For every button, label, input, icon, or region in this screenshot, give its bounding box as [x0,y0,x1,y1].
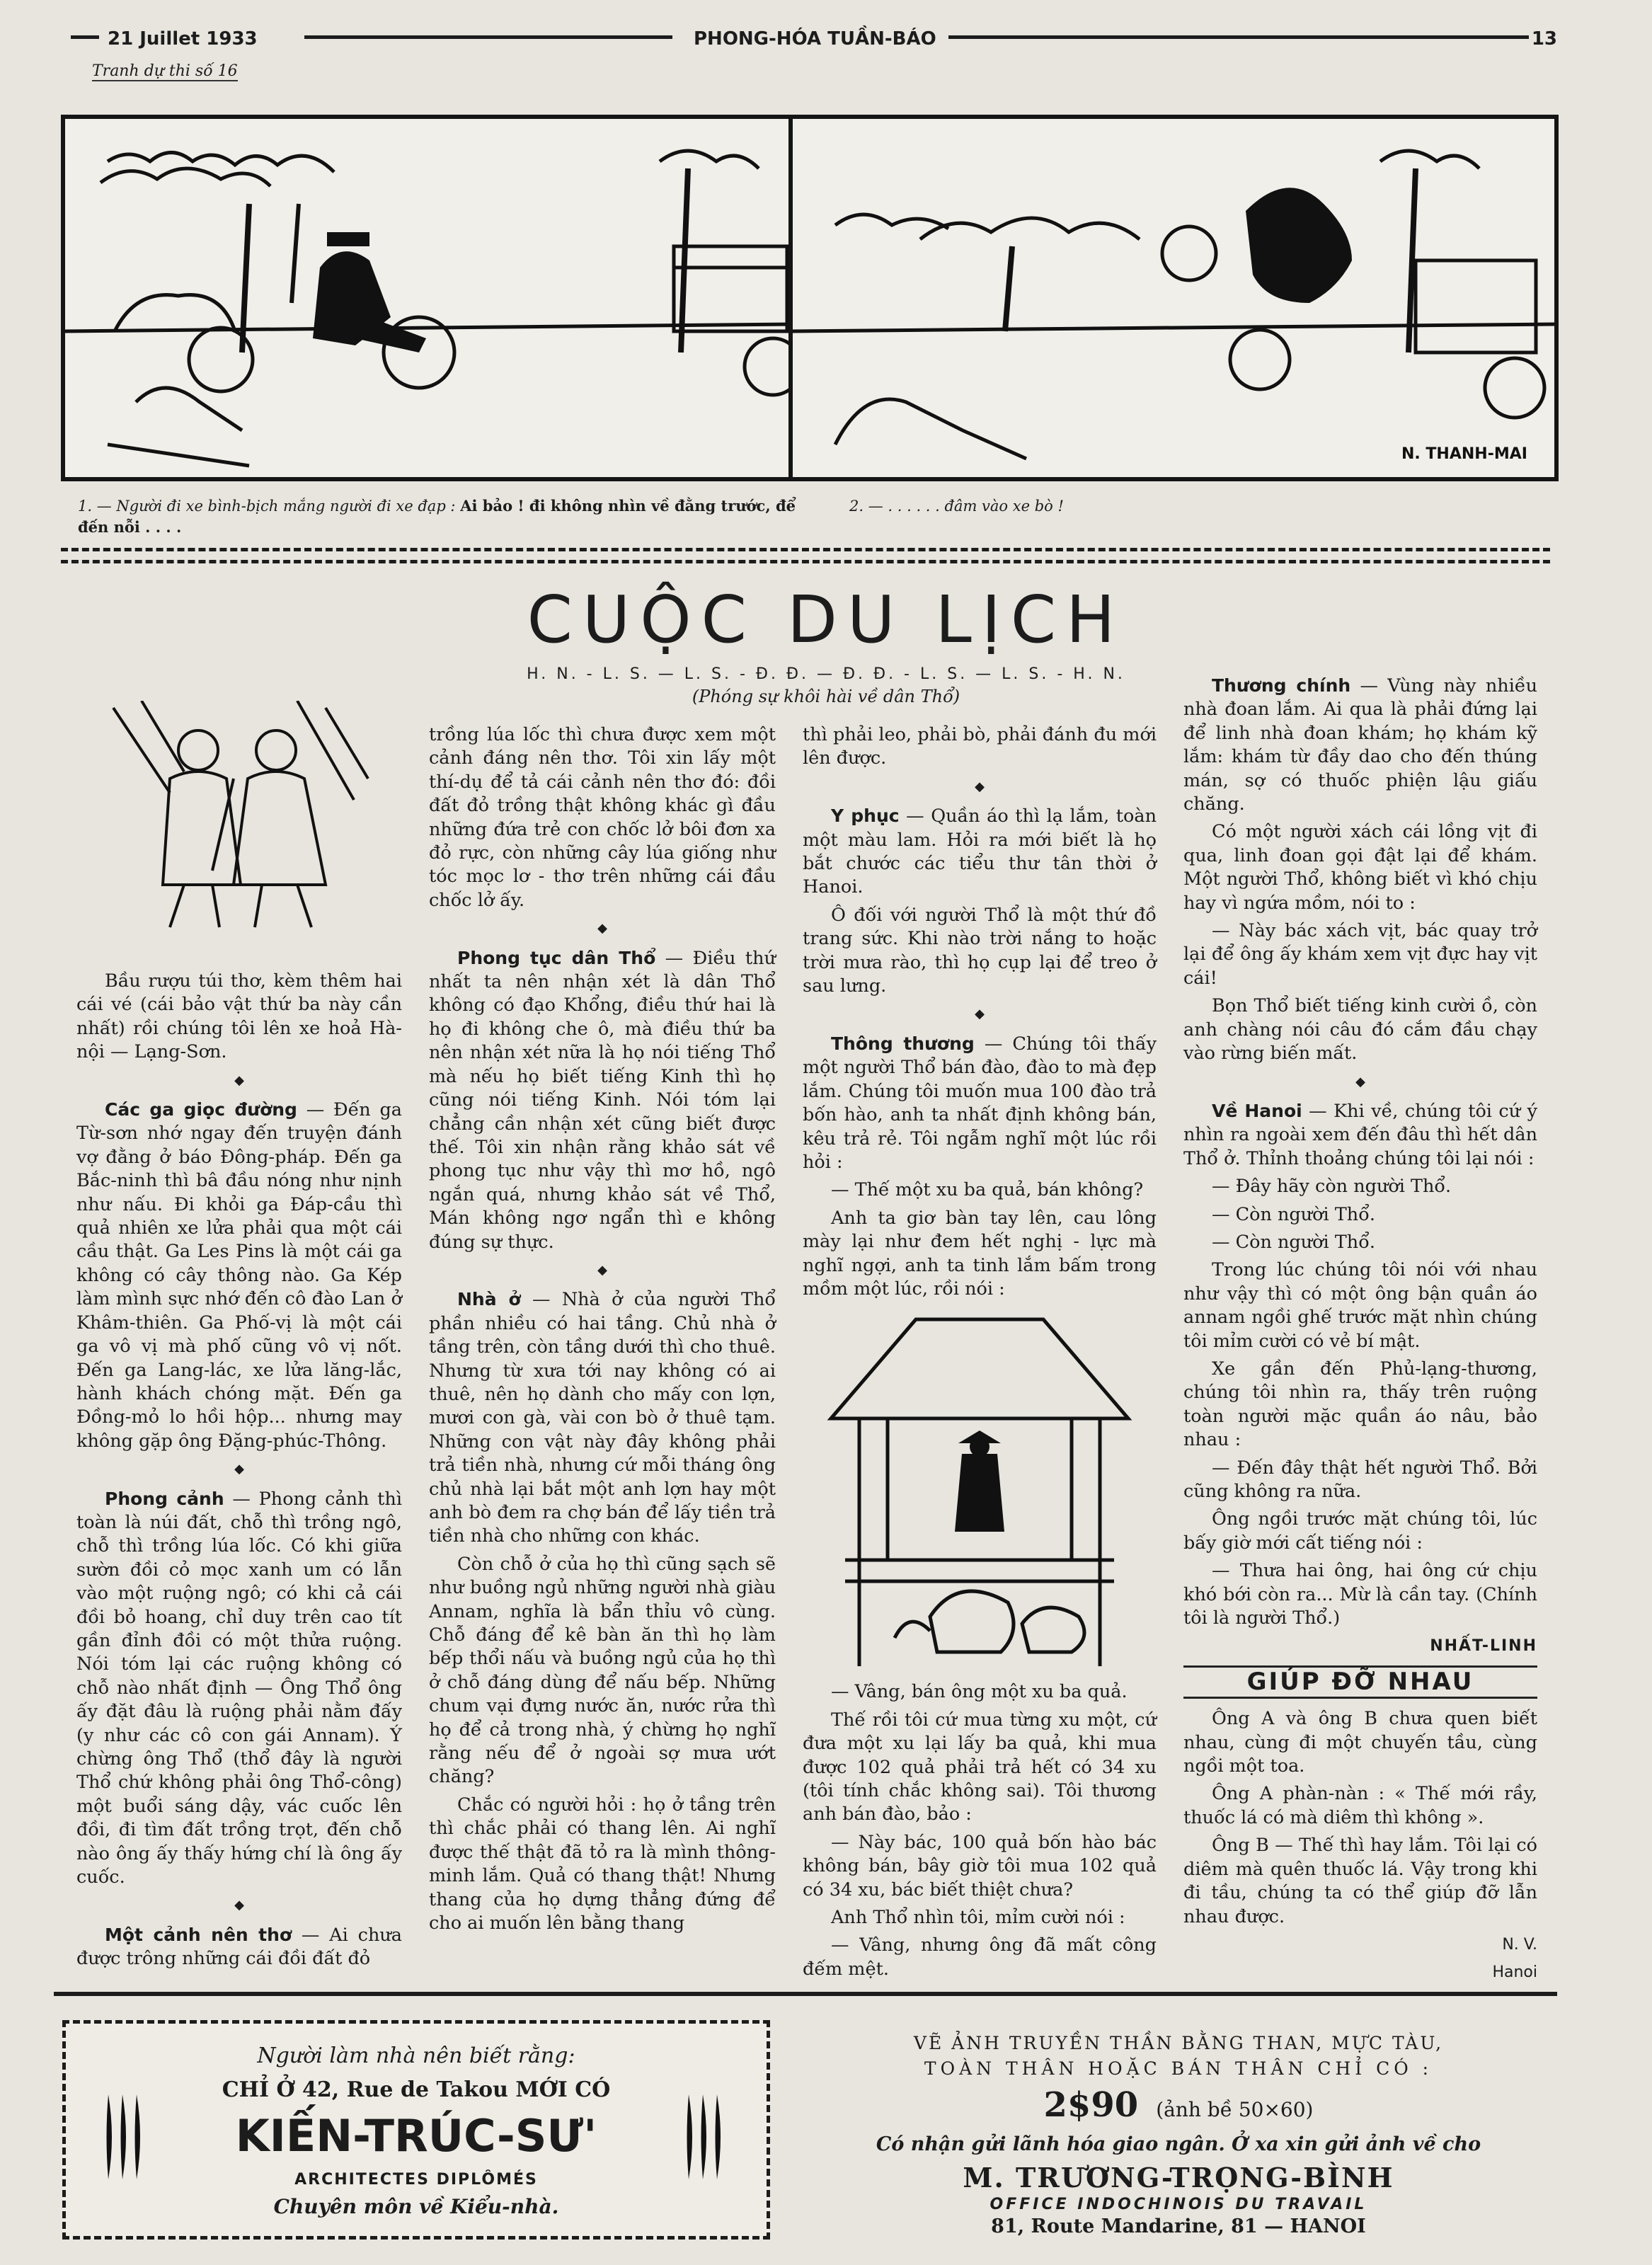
paragraph-ve-hanoi [1183,1099,1537,1171]
text-nha-o: — Nhà ở của người Thổ phần nhiều có hai tầng. Chủ nhà ở tầng trên, còn tầng dưới thì cho thuê. Nhưng từ xưa tới nay không có ai thuê, nên họ dành cho mấy con lợn, mươi con gà, vài con bò ở thuê tạm. Những con vật này đây không phải trả tiền nhà, nhưng cứ mỗi tháng ông chủ nhà lại bắt một anh lợn hay một anh bò đem ra chợ bán để lấy tiền trả tiền nhà cho những con khác. [429,1289,776,1547]
paragraph-ong-ngoi-truoc: Ông ngồi trước mặt chúng tôi, lúc bấy giờ mới cất tiếng nói : [1183,1508,1537,1554]
text-mot-canh-nen-tho: — Ai chưa được trông những cái đồi đất đỏ [76,1924,402,1970]
paragraph-gio-tay: Anh ta giơ bàn tay lên, cau lông mày lại như đem hết nghị - lực mà nghĩ ngợi, anh ta tinh lắm bấm trong mồm một lúc, rồi nói : [803,1207,1157,1300]
ad-right-line5: 81, Route Mandarine, 81 — HANOI [991,2215,1366,2237]
ad-left-line3: ARCHITECTES DIPLÔMÉS [294,2171,538,2189]
heading-ga-giuoc-duong: Các ga giọc đường [105,1099,297,1120]
paragraph-anh-tho: Anh Thổ nhìn tôi, mỉm cười nói : [831,1907,1125,1928]
paragraph-phong-tuc [429,946,776,1254]
comic-caption-1-text: 1. — Người đi xe bình-bịch mắng người đi xe đạp : [78,498,456,515]
section-separator: ◆ [975,779,985,794]
comic-artist-signature: N. THANH-MAI [1401,445,1527,463]
paragraph-mot-canh-nen-tho [76,1923,402,1971]
rain-walkers-drawing [85,701,382,934]
paragraph-thang: Chắc có người hỏi : họ ở tầng trên thì chắc phải có thang lên. Ai nghĩ được thế thật đã tỏ ra là mình thông-minh lắm. Quả có thang thật! Nhưng thang của họ dựng thẳng đứng để cho ai muốn lên bằng thang [429,1794,776,1934]
section-divider [61,548,1550,563]
section-separator: ◆ [234,1898,244,1913]
page-header [71,25,1557,54]
dialog-line: — Vâng, nhưng ông đã mất công đếm mệt. [803,1934,1157,1980]
giup-do-nhau-p3: Ông B — Thế thì hay lắm. Tôi lại có diêm mà quên thuốc lá. Vậy trong khi đi tầu, chúng ta có thể giúp đỡ lẫn nhau được. [1183,1835,1537,1927]
ad-kien-truc-su [62,2020,770,2240]
text-thong-thuong: — Chúng tôi thấy một người Thổ bán đào, đào to mà đẹp lắm. Chúng tôi muốn mua 100 đào trả bốn hào, anh ta nhất định không bán, kêu trả rẻ. Tôi ngẫm nghĩ một lúc rồi hỏi : [803,1033,1157,1173]
section-separator: ◆ [975,1007,985,1022]
comic-caption-2: 2. — . . . . . . đâm vào xe bò ! [849,498,1064,515]
heading-ve-hanoi: Về Hanoi [1212,1100,1302,1121]
dialog-line: — Thưa hai ông, hai ông cứ chịu khó bới còn ra... Mừ là cần tay. (Chính tôi là người Thổ.) [1183,1560,1537,1629]
heading-mot-canh-nen-tho: Một cảnh nên thơ [105,1924,292,1945]
dialog-line: — Này bác xách vịt, bác quay trở lại để ông ấy khám xem vịt đực hay vịt cái! [1183,920,1537,989]
ad-right-line1: VẼ ẢNH TRUYỀN THẦN BẰNG THAN, MỰC TÀU, [913,2033,1444,2053]
ad-left-line2: CHỈ Ở 42, Rue de Takou MỚI CÓ [222,2077,611,2102]
article-column-3 [803,723,1157,1985]
text-phong-canh: — Phong cảnh thì toàn là núi đất, chỗ thì trồng ngô, chỗ thì trồng lúa lốc. Có khi giữa sườn đồi cỏ mọc xanh um có lẫn vào một ruộng ngô; có khi cả cái đồi bỏ hoang, chỉ duy trên cao tít gần đỉnh đồi có một thửa ruộng. Nói tóm lại các ruộng không có chỗ nào nhất định — Ông Thổ ông ấy đặt đâu là ruộng phải nằm đấy (y như các cô con gái Annam). Ý chừng ông Thổ (thổ đây là người Thổ chứ không phải ông Thổ-công) một buổi sáng dậy, vác cuốc lên đồi, đi tìm đất trồng trọt, đến chỗ nào ông ấy thấy hứng chí là ông ấy cuốc. [76,1488,402,1888]
section-separator: ◆ [597,921,607,936]
ad-truong-trong-binh [807,2020,1550,2237]
ad-right-line4: OFFICE INDOCHINOIS DU TRAVAIL [990,2196,1367,2213]
heading-y-phuc: Y phục [831,805,900,827]
article-column-1 [76,970,402,1976]
paragraph-nha-o [429,1288,776,1548]
heading-thuong-chinh: Thương chính [1212,675,1351,696]
heading-phong-tuc: Phong tục dân Thổ [457,947,656,968]
dialog-line: — Thế một xu ba quả, bán không? [831,1179,1144,1201]
stilt-house-drawing [803,1305,1157,1680]
article-subtitle: (Phóng sự khôi hài về dân Thổ) [692,687,960,706]
header-date: 21 Juillet 1933 [108,28,258,50]
article-signature: NHẤT-LINH [1430,1637,1537,1656]
comic-caption-1 [78,495,814,538]
header-paper-name: PHONG-HÓA TUẦN-BÁO [694,28,936,50]
paragraph-cho-o: Còn chỗ ở của họ thì cũng sạch sẽ như buồng ngủ những người nhà giàu Annam, nghĩa là bẩn thỉu vô cùng. Chỗ đáng để kê bàn ăn thì họ làm bếp thổi nấu và buồng ngủ của họ thì ở chỗ đáng dùng để nấu bếp. Những chum vại đựng nước ăn, nước rửa thì họ để cả trong nhà, ý chừng họ nghĩ rằng nếu để ở ngoài sợ mưa ướt chăng? [429,1553,776,1788]
heading-thong-thuong: Thông thương [831,1033,975,1054]
heading-phong-canh: Phong cảnh [105,1488,224,1509]
comic-panel-1 [61,115,798,481]
dialog-line: — Đến đây thật hết người Thổ. Bởi cũng không ra nữa. [1183,1457,1537,1502]
paragraph-continued: trồng lúa lốc thì chưa được xem một cảnh đáng nên thơ. Tôi xin lấy một thí-dụ để tả cái cảnh nên thơ đó: đồi đất đỏ trồng thật không khác gì đầu những đứa trẻ con chốc lở bôi đơn xa đỏ rực, còn những cây lúa giống như tóc mọc lơ - thơ trên những cái đầu chốc lở ấy. [429,724,776,911]
header-rule-left-short [71,35,99,39]
ad-right-price-row [807,2085,1550,2125]
text-ve-hanoi: — Khi về, chúng tôi cứ ý nhìn ra ngoài xem đến đâu thì hết dân Thổ ở. Thỉnh thoảng chúng tôi lại nói : [1183,1100,1538,1169]
paragraph-cuoi: Bọn Thổ biết tiếng kinh cười ồ, còn anh chàng nói câu đó cắm đầu chạy vào rừng biến mất. [1183,995,1537,1065]
comic-series-label: Tranh dự thi số 16 [92,62,238,80]
ad-left-name: KIẾN-TRÚC-SƯ' [235,2110,597,2162]
article-column-4 [1183,674,1537,1989]
paragraph-ong-ban-quan-ao: Trong lúc chúng tôi nói với nhau như vậy thì có một ông bận quần áo annam ngồi ghế trước mặt nhìn chúng tôi mỉm cười có vẻ bí mật. [1183,1259,1537,1352]
paragraph-thong-thuong [803,1032,1157,1174]
paragraph-thuong-chinh [1183,674,1537,816]
paragraph-phu-lang-thuong: Xe gần đến Phủ-lạng-thương, chúng tôi nhìn ra, thấy trên ruộng toàn người mặc quần áo nâu, bảo nhau : [1183,1358,1537,1451]
giup-do-nhau-signature: N. V. [1502,1935,1537,1954]
illustration-rain-walkers [85,701,382,934]
text-y-phuc: — Quần áo thì lạ lắm, toàn một màu lam. Hỏi ra mới biết là họ bắt chước các tiểu thư tân thời ở Hanoi. [803,805,1157,898]
section-separator: ◆ [597,1262,607,1278]
ad-right-line2: TOÀN THÂN HOẶC BÁN THÂN CHỈ CÓ : [924,2058,1433,2079]
dialog-line: — Còn người Thổ. [1212,1231,1375,1253]
text-thuong-chinh: — Vùng này nhiều nhà đoan lắm. Ai qua là phải đứng lại để linh nhà đoan khám; họ khám kỹ lắm: khám từ đầy dao cho đến thúng mán, sợ có thuốc phiện lậu giấu chăng. [1183,675,1537,815]
text-phong-tuc: — Điều thứ nhất ta nên nhận xét là dân Thổ không có đạo Khổng, điều thứ hai là họ đi không che ô, mà điều thứ ba nên nhận xét nữa là họ nói tiếng Thổ mà nếu họ biết tiếng Kinh thì họ cũng nói tiếng Kinh. Nói tóm lại chẳng cần nhận xét cũng biết được thế. Tôi xin nhận rằng khảo sát về phong tục như vậy thì mơ hồ, ngô ngắn quá, nhưng khảo sát về Thổ, Mán không ngơ ngẩn thì e không đúng sự thực. [429,947,776,1253]
header-rule-left [304,35,672,39]
ad-right-price-note: (ảnh bề 50×60) [1156,2098,1314,2121]
section-separator: ◆ [1355,1074,1365,1089]
text-ga-giuoc-duong: — Đến ga Từ-sơn nhớ ngay đến truyện đánh vợ đằng ở báo Đông-pháp. Đến ga Bắc-ninh thì bâ đầu nóng như nịnh như nấu. Đi khỏi ga Đáp-cầu thì quả nhiên xe lửa phải qua một cái cầu thật. Ga Les Pins là một cái ga không có cây thông nào. Ga Kép làm mình sực nhớ đến cô đào Lan ở Khâm-thiên. Ga Phố-vị là một cái ga vô vị mà phố cũng vô vị nốt. Đến ga Lang-lác, xe lửa lăng-lắc, hành khách chóng mặt. Đến ga Đồng-mỏ lo hồi hộp... nhưng may không gặp ông Đặng-phúc-Thông. [76,1099,402,1452]
paragraph-phong-canh [76,1487,402,1890]
ad-right-price: 2$90 [1043,2085,1139,2125]
giup-do-nhau-p1: Ông A và ông B chưa quen biết nhau, cùng đi một chuyến tầu, cùng ngồi một toa. [1183,1708,1537,1777]
dialog-line: — Đây hãy còn người Thổ. [1212,1176,1452,1198]
giup-do-nhau-p2: Ông A phàn-nàn : « Thế mới rầy, thuốc lá có mà diêm thì không ». [1183,1783,1537,1828]
ad-divider [54,1992,1557,1996]
comic-caption-1-quote: Ai bảo ! đi không nhìn về đằng trước, để đến nỗi . . . . [78,497,796,536]
section-separator: ◆ [234,1462,244,1477]
article-title: CUỘC DU LỊCH [527,582,1125,658]
giup-do-nhau-place: Hanoi [1492,1963,1537,1982]
ad-right-name: M. TRƯƠNG-TRỌNG-BÌNH [963,2162,1394,2194]
article-route: H. N. - L. S. — L. S. - Đ. Đ. — Đ. Đ. - L. S. — L. S. - H. N. [527,665,1125,683]
comic-panel-1-drawing [65,119,794,477]
paragraph-long-vit: Có một người xách cái lồng vịt đi qua, linh đoan gọi đật lại để khám. Một người Thổ, không biết vì khó chịu hay vì ngứa mồm, nói to : [1183,821,1537,914]
heading-nha-o: Nhà ở [457,1289,521,1310]
illustration-stilt-house [803,1305,1157,1680]
giup-do-nhau-title: GIÚP ĐỠ NHAU [1183,1665,1537,1699]
header-page-number: 13 [1531,28,1557,50]
dialog-line: — Này bác, 100 quả bốn hào bác không bán, bây giờ tôi mua 102 quả có 34 xu, bác biết thiệt chưa? [803,1831,1157,1900]
paragraph-mua-tung-xu: Thế rồi tôi cứ mua từng xu một, cứ đưa một xu lại lấy ba quả, khi mua được 102 quả phải trả hết có 34 xu (tôi tính chắc không sai). Tôi thương anh bán đào, bảo : [803,1709,1157,1825]
ad-left-line1: Người làm nhà nên biết rằng: [257,2043,575,2068]
article-column-2 [429,723,776,1939]
section-separator: ◆ [234,1072,244,1088]
header-rule-right [948,35,1529,39]
comic-panel-2 [788,115,1559,481]
ad-left-line4: Chuyên môn về Kiểu-nhà. [273,2195,559,2218]
dialog-line: — Còn người Thổ. [1212,1203,1375,1225]
ad-right-line3: Có nhận gửi lãnh hóa giao ngân. Ở xa xin gửi ảnh về cho [876,2133,1481,2155]
paragraph-o: Ô đối với người Thổ là một thứ đồ trang sức. Khi nào trời nắng to hoặc trời mưa rào, thì họ cụp lại để treo ở sau lưng. [803,904,1157,997]
paragraph-continued: thì phải leo, phải bò, phải đánh đu mới lên được. [803,724,1157,769]
paragraph-ga-giuoc-duong [76,1098,402,1453]
comic-panel-2-drawing [793,119,1554,477]
paragraph-y-phuc [803,804,1157,900]
dialog-line: — Vâng, bán ông một xu ba quả. [831,1681,1128,1703]
intro-paragraph: Bầu rượu túi thơ, kèm thêm hai cái vé (cái bảo vật thứ ba này cần nhất) rồi chúng tôi lên xe hoả Hà-nội — Lạng-Sơn. [76,970,402,1063]
